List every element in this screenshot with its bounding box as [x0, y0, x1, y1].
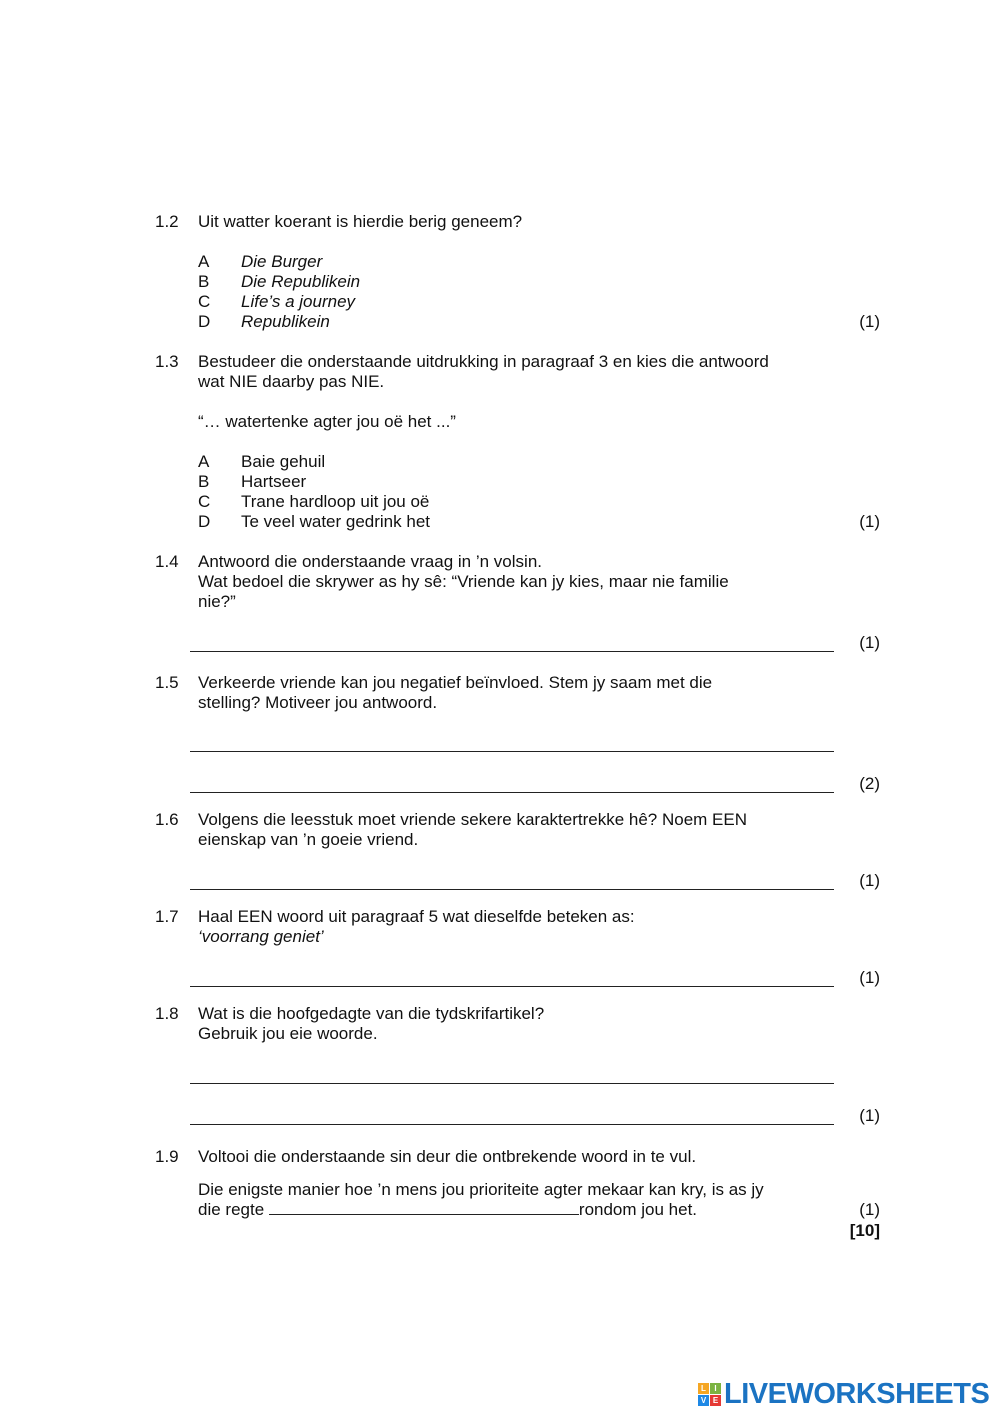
question-text: Antwoord die onderstaande vraag in ’n volsin.: [198, 552, 542, 571]
mark-allocation: (1): [859, 1200, 880, 1219]
logo-tile: I: [710, 1383, 721, 1394]
sentence-end: rondom jou het.: [578, 1200, 698, 1219]
answer-line[interactable]: [190, 889, 834, 890]
mark-allocation: (2): [859, 774, 880, 793]
logo-tile: V: [698, 1395, 709, 1406]
question-text: Bestudeer die onderstaande uitdrukking in paragraaf 3 en kies die antwoord: [198, 352, 769, 371]
option-letter: D: [198, 512, 211, 531]
mark-allocation: (1): [859, 633, 880, 652]
sentence-start: die regte: [198, 1200, 265, 1219]
question-text: Die enigste manier hoe ’n mens jou prioriteite agter mekaar kan kry, is as jy: [198, 1180, 764, 1199]
answer-line[interactable]: [190, 651, 834, 652]
logo-text: LIVEWORKSHEETS: [724, 1377, 990, 1410]
question-text: eienskap van ’n goeie vriend.: [198, 830, 419, 849]
question-number: 1.2: [155, 212, 179, 231]
question-number: 1.7: [155, 907, 179, 926]
option-text[interactable]: Te veel water gedrink het: [241, 512, 430, 531]
answer-line[interactable]: [190, 751, 834, 752]
question-number: 1.6: [155, 810, 179, 829]
question-number: 1.3: [155, 352, 179, 371]
question-number: 1.5: [155, 673, 179, 692]
option-letter: A: [198, 452, 210, 471]
question-text: Voltooi die onderstaande sin deur die ontbrekende woord in te vul.: [198, 1147, 697, 1166]
question-text: wat NIE daarby pas NIE.: [198, 372, 385, 391]
logo-tile: L: [698, 1383, 709, 1394]
question-text: Wat bedoel die skrywer as hy sê: “Vriende kan jy kies, maar nie familie: [198, 572, 729, 591]
answer-line[interactable]: [190, 792, 834, 793]
section-total: [10]: [849, 1221, 880, 1240]
option-text[interactable]: Baie gehuil: [241, 452, 326, 471]
option-letter: D: [198, 312, 211, 331]
option-text[interactable]: Die Republikein: [241, 272, 361, 291]
question-text: Gebruik jou eie woorde.: [198, 1024, 378, 1043]
option-text[interactable]: Trane hardloop uit jou oë: [241, 492, 430, 511]
question-text: Haal EEN woord uit paragraaf 5 wat dieselfde beteken as:: [198, 907, 635, 926]
mark-allocation: (1): [859, 312, 880, 331]
quote-text: “… watertenke agter jou oë het ...”: [198, 412, 456, 431]
logo-tile: E: [710, 1395, 721, 1406]
option-letter: B: [198, 472, 210, 491]
answer-line[interactable]: [190, 986, 834, 987]
question-text: nie?”: [198, 592, 236, 611]
option-letter: B: [198, 272, 210, 291]
question-text: Wat is die hoofgedagte van die tydskrifartikel?: [198, 1004, 545, 1023]
mark-allocation: (1): [859, 512, 880, 531]
question-number: 1.8: [155, 1004, 179, 1023]
question-text: Volgens die leesstuk moet vriende sekere karaktertrekke hê? Noem EEN: [198, 810, 747, 829]
question-number: 1.9: [155, 1147, 179, 1166]
option-text[interactable]: Die Burger: [241, 252, 323, 271]
option-text[interactable]: Hartseer: [241, 472, 307, 491]
mark-allocation: (1): [859, 968, 880, 987]
answer-line[interactable]: [190, 1083, 834, 1084]
question-text: stelling? Motiveer jou antwoord.: [198, 693, 438, 712]
answer-line[interactable]: [190, 1124, 834, 1125]
option-letter: C: [198, 292, 211, 311]
question-number: 1.4: [155, 552, 179, 571]
option-text[interactable]: Life’s a journey: [241, 292, 356, 311]
option-letter: C: [198, 492, 211, 511]
liveworksheets-logo: [698, 1378, 989, 1410]
question-text: Uit watter koerant is hierdie berig geneem?: [198, 212, 523, 231]
question-text: ‘voorrang geniet’: [198, 927, 324, 946]
option-text[interactable]: Republikein: [241, 312, 330, 331]
mark-allocation: (1): [859, 871, 880, 890]
logo-tiles-icon: [698, 1383, 721, 1406]
mark-allocation: (1): [859, 1106, 880, 1125]
option-letter: A: [198, 252, 210, 271]
fill-in-sentence: [198, 1200, 697, 1220]
fill-in-blank[interactable]: [269, 1200, 579, 1215]
question-text: Verkeerde vriende kan jou negatief beïnvloed. Stem jy saam met die: [198, 673, 713, 692]
